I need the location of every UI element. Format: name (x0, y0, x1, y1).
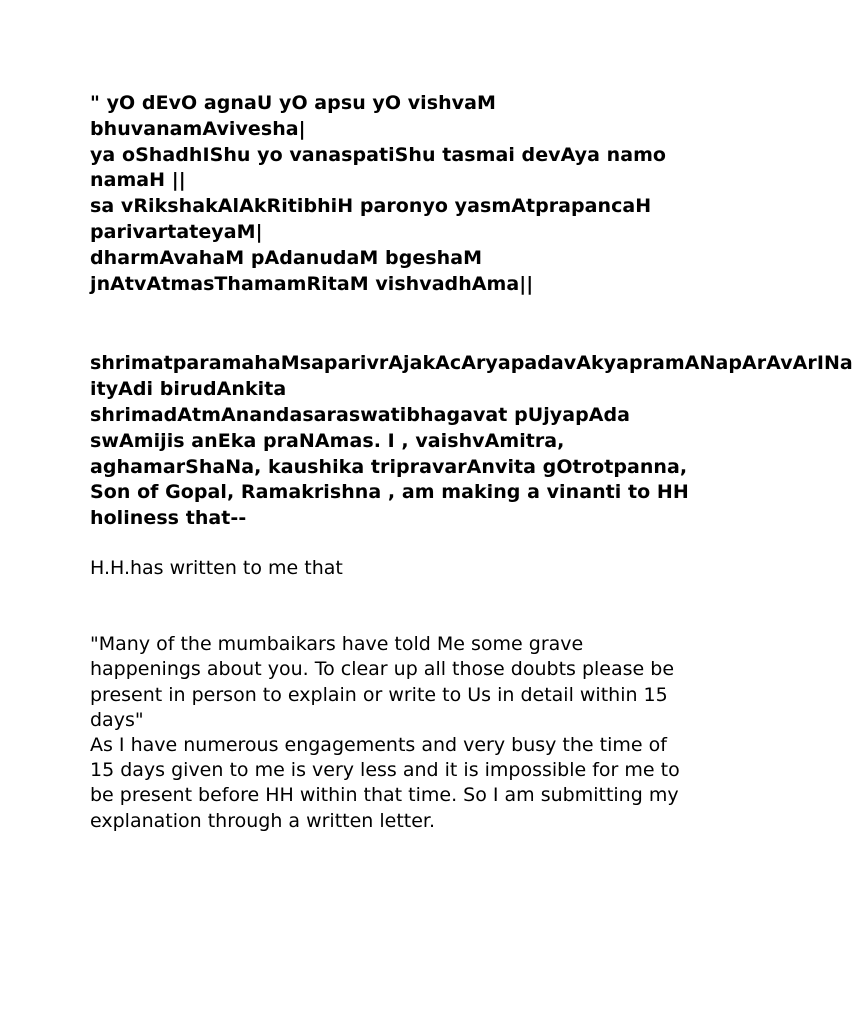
salutation-block (90, 351, 853, 532)
letter-body (90, 556, 690, 834)
verse-block (90, 91, 690, 297)
verse-line: dharmAvahaM pAdanudaM bgeshaM (90, 246, 483, 269)
salutation-paragraph: shrimatparamahaMsaparivrAjakAcAryapadavAkyapramANapArAvArINa ityAdi birudAnkita shrimadAtmAnandasaraswatibhagavat pUjyapAda swAmijis anEka praNAmas. I , vaishvAmitra, aghamarShaNa, kaushika tripravarAnvita gOtrotpanna, Son of Gopal, Ramakrishna , am making a vinanti to HH holiness that-- (90, 352, 853, 530)
quoted-message: "Many of the mumbaikars have told Me some grave happenings about you. To clear up all those doubts please be present in person to explain or write to Us in detail within 15 days" (90, 633, 675, 731)
verse-line: jnAtvAtmasThamamRitaM vishvadhAma|| (90, 272, 534, 295)
intro-line: H.H.has written to me that (90, 556, 343, 579)
verse-line: " yO dEvO agnaU yO apsu yO vishvaM bhuvanamAvivesha| (90, 92, 496, 140)
response-paragraph: As I have numerous engagements and very busy the time of 15 days given to me is very less and it is impossible for me to be present before HH within that time. So I am submitting my explanation through a written letter. (90, 733, 680, 832)
verse-line: sa vRikshakAlAkRitibhiH paronyo yasmAtprapancaH parivartateyaM| (90, 195, 652, 243)
document-page (90, 91, 853, 834)
verse-line: ya oShadhIShu yo vanaspatiShu tasmai devAya namo namaH || (90, 143, 667, 192)
